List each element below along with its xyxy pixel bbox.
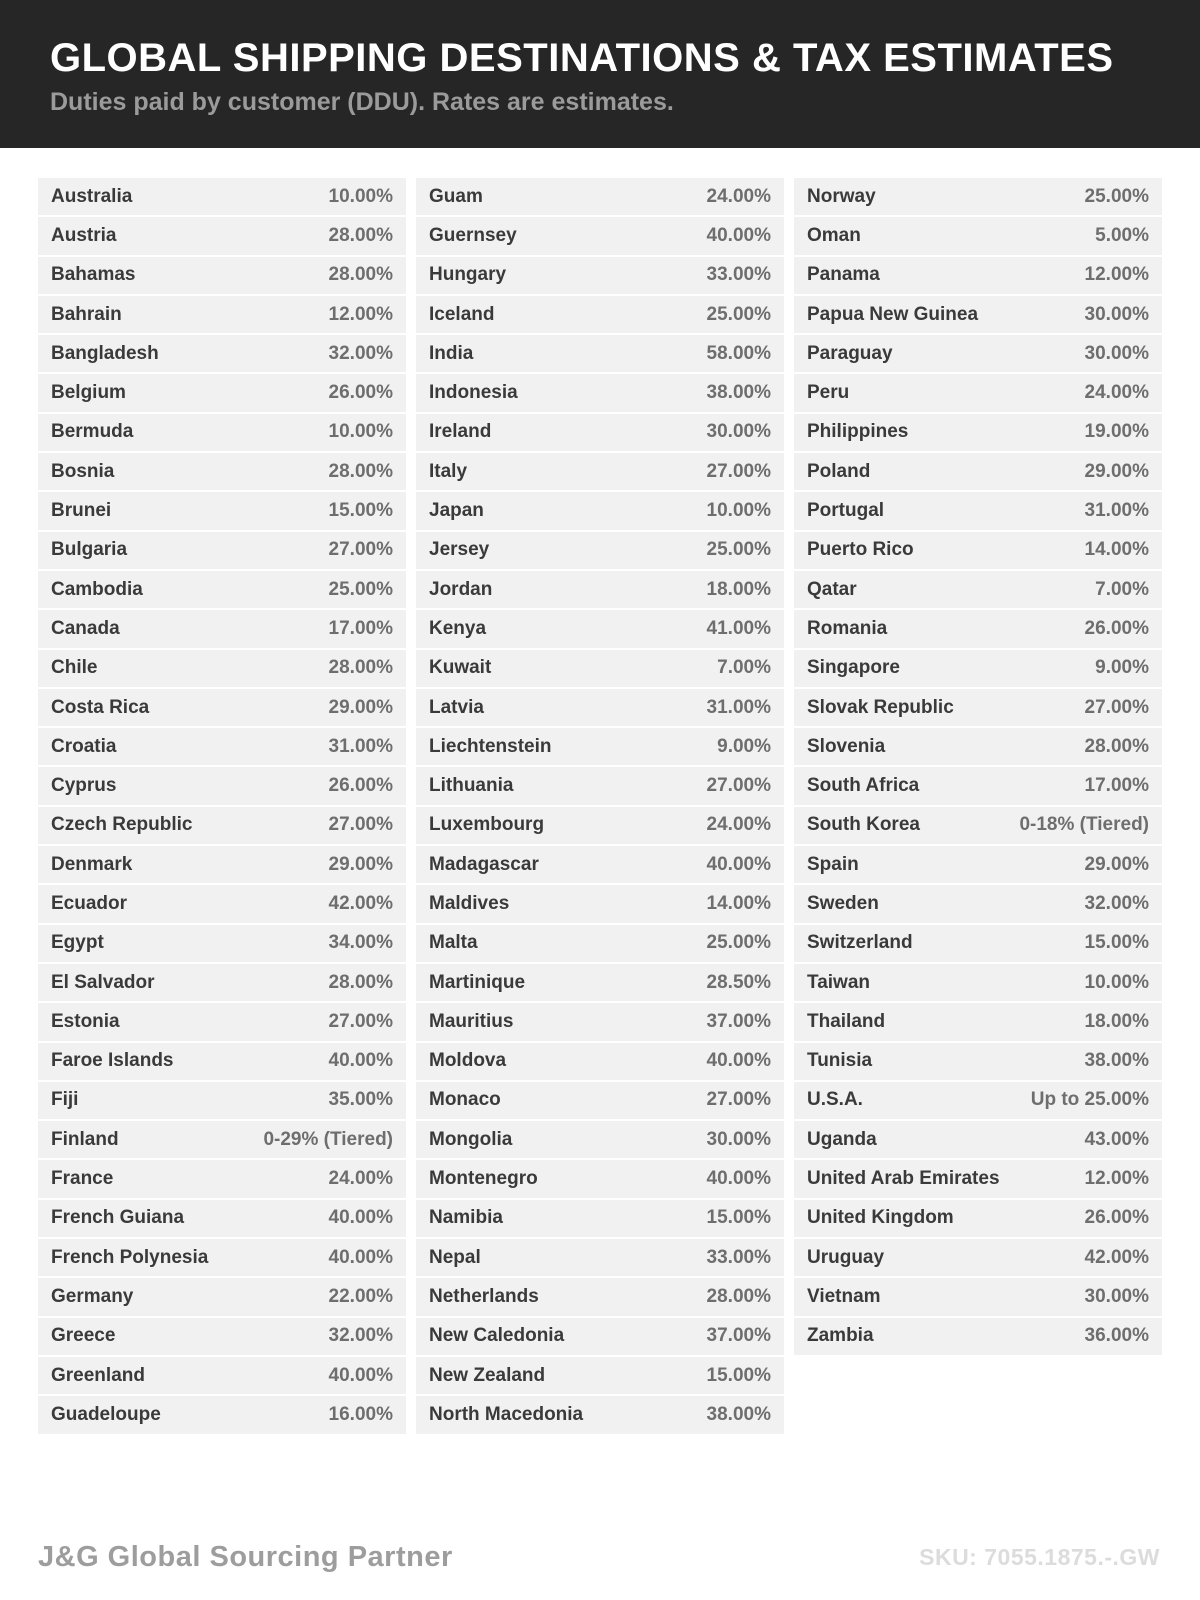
- country-name: Egypt: [51, 932, 104, 954]
- table-row: [38, 1003, 406, 1040]
- country-name: Greece: [51, 1325, 116, 1347]
- country-name: Uruguay: [807, 1246, 885, 1268]
- tax-rate: 30.00%: [706, 1128, 771, 1150]
- tax-rate: 41.00%: [706, 617, 771, 639]
- table-row: [416, 532, 784, 569]
- country-name: Croatia: [51, 735, 117, 757]
- tax-rate: 42.00%: [328, 892, 393, 914]
- tax-rate: 29.00%: [328, 853, 393, 875]
- table-row: [794, 335, 1162, 372]
- table-row: [794, 1043, 1162, 1080]
- table-row: [416, 453, 784, 490]
- tax-rate: 28.00%: [1084, 735, 1149, 757]
- table-row: [794, 650, 1162, 687]
- country-name: Namibia: [429, 1207, 503, 1229]
- tax-rate: 40.00%: [328, 1364, 393, 1386]
- table-row: [794, 571, 1162, 608]
- table-row: [794, 925, 1162, 962]
- tax-rate: 17.00%: [328, 617, 393, 639]
- tax-rate: 40.00%: [706, 1050, 771, 1072]
- table-row: [794, 1121, 1162, 1158]
- country-name: Iceland: [429, 303, 495, 325]
- table-row: [416, 1121, 784, 1158]
- tax-rate: 27.00%: [706, 775, 771, 797]
- table-row: [38, 453, 406, 490]
- country-name: Bangladesh: [51, 342, 159, 364]
- tax-rate: 43.00%: [1084, 1128, 1149, 1150]
- table-row: [416, 178, 784, 215]
- country-name: Slovak Republic: [807, 696, 954, 718]
- table-row: [416, 1278, 784, 1315]
- country-name: Cyprus: [51, 775, 117, 797]
- table-row: [38, 1121, 406, 1158]
- country-name: Vietnam: [807, 1285, 881, 1307]
- tax-rate: 15.00%: [328, 500, 393, 522]
- tax-rate: 29.00%: [1084, 460, 1149, 482]
- country-name: French Polynesia: [51, 1246, 209, 1268]
- tax-rate: 25.00%: [706, 932, 771, 954]
- country-name: Kuwait: [429, 657, 492, 679]
- table-row: [794, 296, 1162, 333]
- table-row: [794, 532, 1162, 569]
- table-row: [38, 1043, 406, 1080]
- tax-rate: 28.00%: [328, 657, 393, 679]
- table-row: [416, 296, 784, 333]
- country-name: Kenya: [429, 617, 487, 639]
- country-name: Ireland: [429, 421, 492, 443]
- country-name: Greenland: [51, 1364, 145, 1386]
- country-name: Italy: [429, 460, 468, 482]
- country-name: Czech Republic: [51, 814, 193, 836]
- country-name: Japan: [429, 500, 484, 522]
- country-name: United Kingdom: [807, 1207, 954, 1229]
- tax-rate: 30.00%: [706, 421, 771, 443]
- table-row: [794, 1082, 1162, 1119]
- country-name: Latvia: [429, 696, 484, 718]
- table-row: [416, 571, 784, 608]
- table-row: [416, 492, 784, 529]
- country-name: Austria: [51, 224, 117, 246]
- table-row: [794, 1003, 1162, 1040]
- table-row: [794, 374, 1162, 411]
- page-subtitle: Duties paid by customer (DDU). Rates are estimates.: [50, 88, 674, 116]
- table-row: [794, 964, 1162, 1001]
- table-row: [416, 846, 784, 883]
- tax-rate: 5.00%: [1095, 224, 1149, 246]
- country-name: Puerto Rico: [807, 539, 914, 561]
- country-name: Germany: [51, 1285, 134, 1307]
- country-name: New Zealand: [429, 1364, 546, 1386]
- tax-rate: 27.00%: [706, 460, 771, 482]
- table-row: [38, 1318, 406, 1355]
- country-name: Singapore: [807, 657, 900, 679]
- brand-name: J&G Global Sourcing Partner: [38, 1540, 453, 1573]
- country-name: Peru: [807, 382, 850, 404]
- tax-rate: 33.00%: [706, 1246, 771, 1268]
- table-row: [794, 414, 1162, 451]
- table-row: [416, 964, 784, 1001]
- table-row: [38, 846, 406, 883]
- tax-rate: 17.00%: [1084, 775, 1149, 797]
- tax-rate: 12.00%: [1084, 264, 1149, 286]
- table-row: [794, 1200, 1162, 1237]
- table-row: [38, 689, 406, 726]
- tax-rate: 37.00%: [706, 1010, 771, 1032]
- country-name: Guadeloupe: [51, 1403, 161, 1425]
- tax-rate: 29.00%: [1084, 853, 1149, 875]
- country-name: Papua New Guinea: [807, 303, 979, 325]
- country-name: Spain: [807, 853, 859, 875]
- tax-rate: 29.00%: [328, 696, 393, 718]
- tax-rate: 24.00%: [706, 185, 771, 207]
- country-name: Switzerland: [807, 932, 913, 954]
- tax-rate: 22.00%: [328, 1285, 393, 1307]
- tax-rate: 9.00%: [717, 735, 771, 757]
- tax-rate: 58.00%: [706, 342, 771, 364]
- table-row: [794, 689, 1162, 726]
- tax-rate: 26.00%: [1084, 617, 1149, 639]
- table-row: [38, 1396, 406, 1433]
- country-name: Bahrain: [51, 303, 122, 325]
- table-row: [794, 728, 1162, 765]
- tax-rate: 40.00%: [706, 1168, 771, 1190]
- table-row: [416, 1200, 784, 1237]
- tax-rate: 12.00%: [1084, 1168, 1149, 1190]
- tax-rate: 30.00%: [1084, 1285, 1149, 1307]
- tax-rate: 40.00%: [328, 1246, 393, 1268]
- rates-column-2: [416, 178, 784, 1434]
- country-name: Finland: [51, 1128, 119, 1150]
- table-row: [38, 1278, 406, 1315]
- table-row: [416, 1160, 784, 1197]
- country-name: French Guiana: [51, 1207, 185, 1229]
- tax-rate: 25.00%: [706, 539, 771, 561]
- table-row: [794, 1160, 1162, 1197]
- table-row: [416, 374, 784, 411]
- table-row: [416, 1357, 784, 1394]
- tax-rate: 42.00%: [1084, 1246, 1149, 1268]
- rates-column-1: [38, 178, 406, 1434]
- tax-rate: 25.00%: [1084, 185, 1149, 207]
- country-name: Lithuania: [429, 775, 514, 797]
- tax-rate: 30.00%: [1084, 303, 1149, 325]
- table-row: [416, 1239, 784, 1276]
- tax-rate: 14.00%: [1084, 539, 1149, 561]
- tax-rate: 40.00%: [328, 1207, 393, 1229]
- country-name: Poland: [807, 460, 871, 482]
- table-row: [416, 1082, 784, 1119]
- country-name: Norway: [807, 185, 876, 207]
- tax-rate: 12.00%: [328, 303, 393, 325]
- tax-rate: 27.00%: [706, 1089, 771, 1111]
- tax-rate: 28.00%: [328, 264, 393, 286]
- tax-rate: 37.00%: [706, 1325, 771, 1347]
- table-row: [38, 335, 406, 372]
- table-row: [794, 1318, 1162, 1355]
- table-row: [416, 610, 784, 647]
- country-name: South Africa: [807, 775, 920, 797]
- country-name: Faroe Islands: [51, 1050, 174, 1072]
- tax-rate: 36.00%: [1084, 1325, 1149, 1347]
- tax-rate: 30.00%: [1084, 342, 1149, 364]
- country-name: Romania: [807, 617, 888, 639]
- country-name: Madagascar: [429, 853, 539, 875]
- country-name: Cambodia: [51, 578, 143, 600]
- country-name: North Macedonia: [429, 1403, 584, 1425]
- tax-rate: 15.00%: [1084, 932, 1149, 954]
- country-name: Indonesia: [429, 382, 518, 404]
- tax-rate: Up to 25.00%: [1030, 1089, 1149, 1111]
- country-name: Philippines: [807, 421, 909, 443]
- tax-rate: 32.00%: [328, 1325, 393, 1347]
- rates-column-3: [794, 178, 1162, 1355]
- country-name: South Korea: [807, 814, 920, 836]
- table-row: [794, 257, 1162, 294]
- country-name: Maldives: [429, 892, 510, 914]
- tax-rate: 31.00%: [1084, 500, 1149, 522]
- table-row: [416, 414, 784, 451]
- table-row: [416, 1396, 784, 1433]
- table-row: [38, 1082, 406, 1119]
- tax-rate: 10.00%: [706, 500, 771, 522]
- table-row: [416, 925, 784, 962]
- tax-rate: 32.00%: [328, 342, 393, 364]
- country-name: Fiji: [51, 1089, 79, 1111]
- country-name: Ecuador: [51, 892, 128, 914]
- tax-rate: 19.00%: [1084, 421, 1149, 443]
- tax-rate: 16.00%: [328, 1403, 393, 1425]
- table-row: [416, 1043, 784, 1080]
- table-row: [416, 217, 784, 254]
- country-name: Moldova: [429, 1050, 507, 1072]
- table-row: [38, 610, 406, 647]
- table-row: [38, 257, 406, 294]
- table-row: [416, 335, 784, 372]
- country-name: Malta: [429, 932, 478, 954]
- tax-rate: 40.00%: [706, 853, 771, 875]
- country-name: Panama: [807, 264, 880, 286]
- tax-rate: 34.00%: [328, 932, 393, 954]
- country-name: Mauritius: [429, 1010, 514, 1032]
- country-name: Bermuda: [51, 421, 134, 443]
- country-name: Estonia: [51, 1010, 120, 1032]
- table-row: [38, 571, 406, 608]
- tax-rate: 7.00%: [717, 657, 771, 679]
- country-name: Jordan: [429, 578, 493, 600]
- country-name: Liechtenstein: [429, 735, 552, 757]
- tax-rate: 15.00%: [706, 1207, 771, 1229]
- tax-rate: 27.00%: [1084, 696, 1149, 718]
- tax-rate: 28.00%: [706, 1285, 771, 1307]
- table-row: [38, 807, 406, 844]
- country-name: Canada: [51, 617, 120, 639]
- table-row: [794, 846, 1162, 883]
- table-row: [416, 1318, 784, 1355]
- country-name: Martinique: [429, 971, 526, 993]
- table-row: [38, 964, 406, 1001]
- tax-rate: 26.00%: [1084, 1207, 1149, 1229]
- country-name: Hungary: [429, 264, 507, 286]
- table-row: [38, 1200, 406, 1237]
- country-name: Luxembourg: [429, 814, 545, 836]
- country-name: Bulgaria: [51, 539, 128, 561]
- country-name: Denmark: [51, 853, 133, 875]
- table-row: [794, 807, 1162, 844]
- tax-rate: 25.00%: [328, 578, 393, 600]
- table-row: [38, 492, 406, 529]
- tax-rate: 15.00%: [706, 1364, 771, 1386]
- tax-rate: 24.00%: [1084, 382, 1149, 404]
- country-name: Bosnia: [51, 460, 115, 482]
- table-row: [38, 296, 406, 333]
- country-name: Brunei: [51, 500, 112, 522]
- tax-rate: 28.50%: [706, 971, 771, 993]
- tax-rate: 28.00%: [328, 224, 393, 246]
- tax-rate: 28.00%: [328, 460, 393, 482]
- table-row: [38, 532, 406, 569]
- table-row: [416, 807, 784, 844]
- tax-rate: 7.00%: [1095, 578, 1149, 600]
- table-row: [38, 374, 406, 411]
- table-row: [38, 650, 406, 687]
- country-name: India: [429, 342, 474, 364]
- country-name: Montenegro: [429, 1168, 538, 1190]
- country-name: Costa Rica: [51, 696, 150, 718]
- page-title: GLOBAL SHIPPING DESTINATIONS & TAX ESTIMATES: [50, 36, 1114, 80]
- page-header: [0, 0, 1200, 148]
- country-name: Chile: [51, 657, 98, 679]
- tax-rate: 14.00%: [706, 892, 771, 914]
- tax-rate: 0-29% (Tiered): [263, 1128, 393, 1150]
- table-row: [416, 728, 784, 765]
- table-row: [794, 453, 1162, 490]
- country-name: Nepal: [429, 1246, 481, 1268]
- table-row: [416, 885, 784, 922]
- country-name: Uganda: [807, 1128, 877, 1150]
- table-row: [38, 728, 406, 765]
- table-row: [38, 1239, 406, 1276]
- tax-rate: 27.00%: [328, 539, 393, 561]
- table-row: [38, 1357, 406, 1394]
- table-row: [38, 414, 406, 451]
- country-name: Taiwan: [807, 971, 870, 993]
- tax-rate: 27.00%: [328, 1010, 393, 1032]
- tax-rate: 38.00%: [706, 382, 771, 404]
- table-row: [38, 885, 406, 922]
- tax-rate: 33.00%: [706, 264, 771, 286]
- table-row: [794, 178, 1162, 215]
- country-name: Thailand: [807, 1010, 886, 1032]
- country-name: Zambia: [807, 1325, 874, 1347]
- tax-rate: 38.00%: [706, 1403, 771, 1425]
- country-name: U.S.A.: [807, 1089, 863, 1111]
- table-row: [416, 767, 784, 804]
- tax-rate: 10.00%: [1084, 971, 1149, 993]
- table-row: [794, 492, 1162, 529]
- tax-rate: 9.00%: [1095, 657, 1149, 679]
- sku-label: SKU: 7055.1875.-.GW: [919, 1543, 1160, 1570]
- country-name: France: [51, 1168, 114, 1190]
- tax-rate: 26.00%: [328, 382, 393, 404]
- tax-rate: 24.00%: [328, 1168, 393, 1190]
- tax-rate: 18.00%: [1084, 1010, 1149, 1032]
- country-name: Tunisia: [807, 1050, 873, 1072]
- table-row: [416, 689, 784, 726]
- country-name: New Caledonia: [429, 1325, 565, 1347]
- country-name: Bahamas: [51, 264, 136, 286]
- page-footer: [38, 1536, 1160, 1578]
- tax-rate: 10.00%: [328, 421, 393, 443]
- tax-rate: 10.00%: [328, 185, 393, 207]
- country-name: Australia: [51, 185, 133, 207]
- country-name: Belgium: [51, 382, 126, 404]
- table-row: [794, 767, 1162, 804]
- table-row: [416, 1003, 784, 1040]
- tax-rate: 31.00%: [328, 735, 393, 757]
- table-row: [38, 217, 406, 254]
- table-row: [416, 650, 784, 687]
- tax-rate: 0-18% (Tiered): [1019, 814, 1149, 836]
- country-name: Paraguay: [807, 342, 893, 364]
- country-name: Oman: [807, 224, 861, 246]
- country-name: Guernsey: [429, 224, 517, 246]
- country-name: Jersey: [429, 539, 490, 561]
- tax-rate: 32.00%: [1084, 892, 1149, 914]
- country-name: Netherlands: [429, 1285, 539, 1307]
- rates-table: [38, 178, 1162, 1434]
- country-name: Portugal: [807, 500, 885, 522]
- tax-rate: 35.00%: [328, 1089, 393, 1111]
- table-row: [794, 610, 1162, 647]
- table-row: [794, 1278, 1162, 1315]
- country-name: Mongolia: [429, 1128, 513, 1150]
- table-row: [794, 885, 1162, 922]
- country-name: Guam: [429, 185, 483, 207]
- table-row: [38, 925, 406, 962]
- tax-rate: 27.00%: [328, 814, 393, 836]
- country-name: Slovenia: [807, 735, 886, 757]
- tax-rate: 26.00%: [328, 775, 393, 797]
- table-row: [38, 767, 406, 804]
- table-row: [794, 217, 1162, 254]
- tax-rate: 40.00%: [328, 1050, 393, 1072]
- table-row: [794, 1239, 1162, 1276]
- country-name: El Salvador: [51, 971, 155, 993]
- tax-rate: 38.00%: [1084, 1050, 1149, 1072]
- tax-rate: 31.00%: [706, 696, 771, 718]
- table-row: [38, 178, 406, 215]
- country-name: Monaco: [429, 1089, 501, 1111]
- tax-rate: 24.00%: [706, 814, 771, 836]
- tax-rate: 40.00%: [706, 224, 771, 246]
- tax-rate: 25.00%: [706, 303, 771, 325]
- country-name: United Arab Emirates: [807, 1168, 1000, 1190]
- table-row: [38, 1160, 406, 1197]
- tax-rate: 18.00%: [706, 578, 771, 600]
- country-name: Qatar: [807, 578, 857, 600]
- table-row: [416, 257, 784, 294]
- country-name: Sweden: [807, 892, 879, 914]
- tax-rate: 28.00%: [328, 971, 393, 993]
